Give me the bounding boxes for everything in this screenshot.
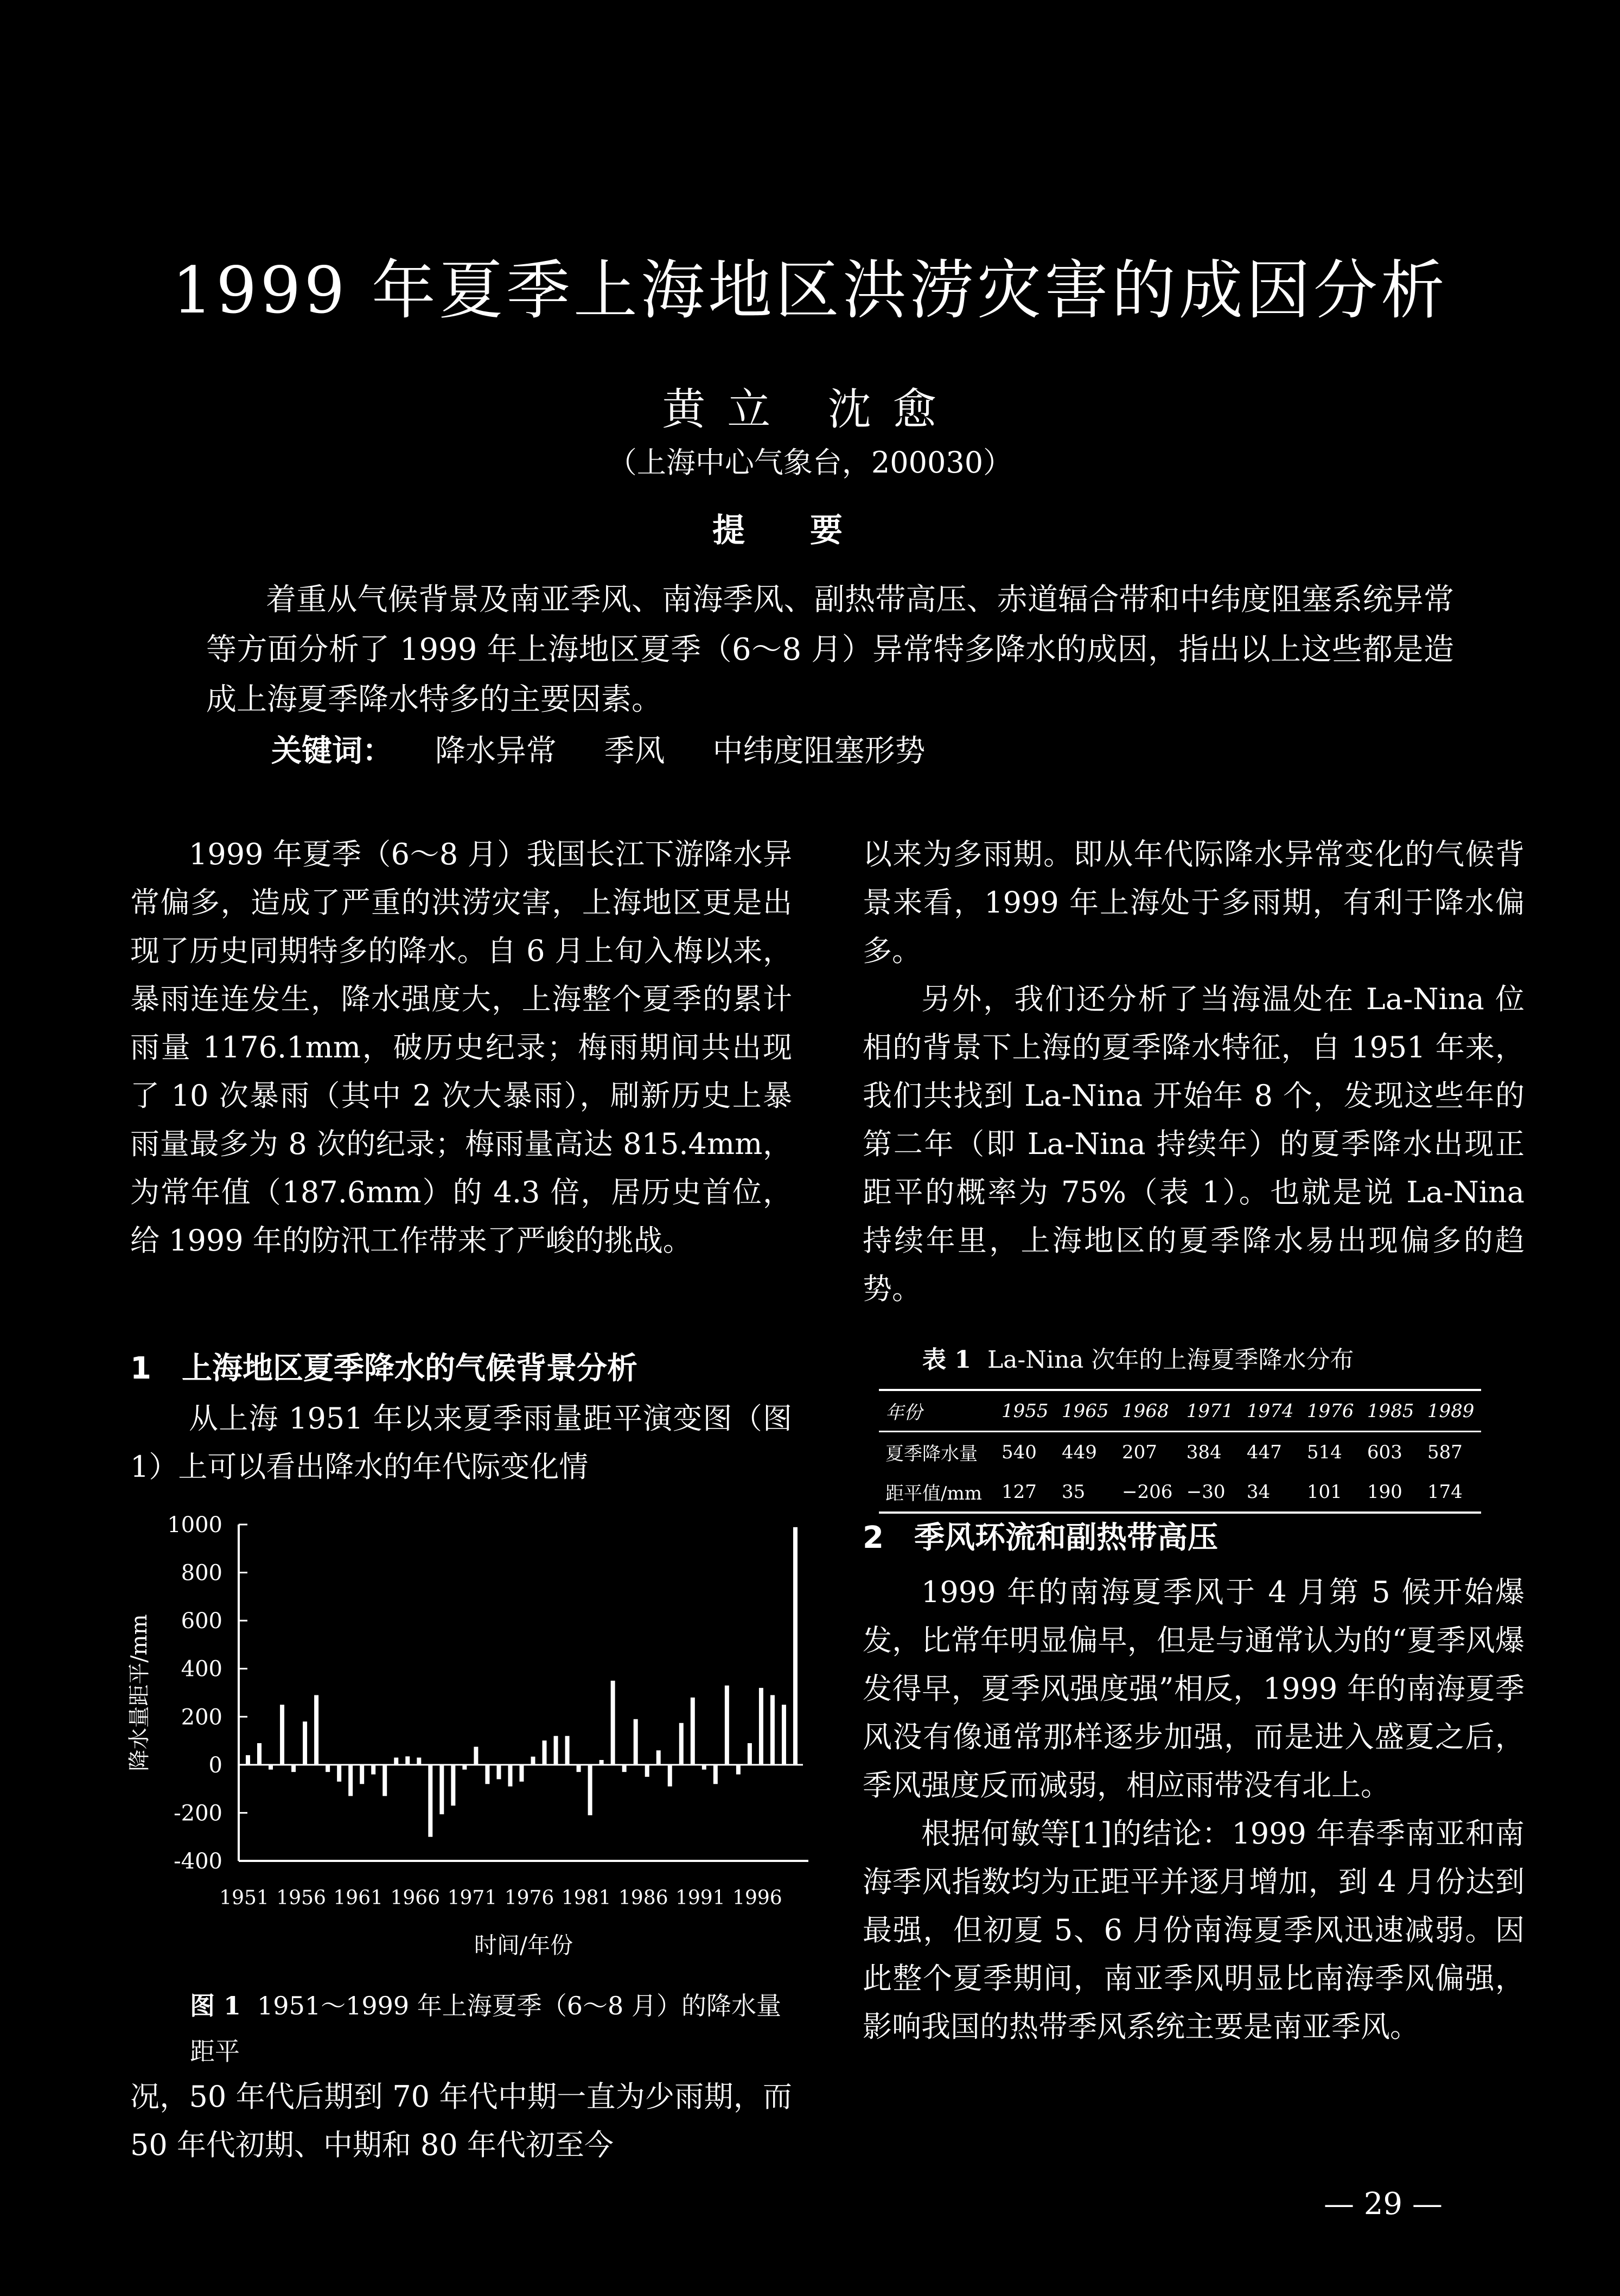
bar — [782, 1705, 786, 1765]
bar — [702, 1765, 706, 1770]
table-row — [879, 1432, 1481, 1472]
table-cell: 207 — [1122, 1441, 1157, 1463]
bar — [713, 1765, 718, 1784]
table-year: 1955 — [995, 1390, 1055, 1432]
bar — [451, 1765, 455, 1806]
table-header-label: 年份 — [879, 1390, 995, 1432]
x-tick-label: 1966 — [390, 1887, 441, 1909]
bar — [337, 1765, 341, 1782]
keyword-item: 季风 — [604, 734, 665, 769]
bar — [394, 1758, 398, 1765]
figure-1-caption — [190, 1983, 787, 2074]
bar — [360, 1765, 364, 1784]
x-tick-label: 1996 — [732, 1887, 782, 1909]
bar — [565, 1736, 570, 1765]
abstract-text: 着重从气候背景及南亚季风、南海季风、副热带高压、赤道辐合带和中纬度阻塞系统异常等方面分析了 1999 年上海地区夏季（6～8 月）异常特多降水的成因，指出以上这些都是造成上海夏季降水特多的主要因素。 — [206, 582, 1454, 717]
bar — [246, 1755, 250, 1765]
bar — [417, 1758, 421, 1765]
figure-1-caption-text: 1951～1999 年上海夏季（6～8 月）的降水量距平 — [190, 1991, 781, 2066]
bar — [303, 1721, 307, 1765]
table-cell: 447 — [1246, 1441, 1282, 1463]
x-tick-label: 1991 — [675, 1887, 725, 1909]
bar — [280, 1705, 284, 1765]
authors: 黄立 沈愈 — [662, 384, 958, 435]
keywords — [271, 727, 963, 770]
table-cell: 127 — [995, 1472, 1055, 1513]
bar — [508, 1765, 512, 1787]
y-axis-label: 降水量距平/mm — [127, 1614, 152, 1771]
section-2-heading: 2 季风环流和副热带高压 — [863, 1520, 1218, 1555]
bar — [519, 1765, 524, 1782]
bar — [462, 1765, 467, 1770]
section-1-paragraph-continued: 况，50 年代后期到 70 年代中期一直为少雨期，而 50 年代初期、中期和 80 年代初至今 — [130, 2080, 792, 2162]
bar — [428, 1765, 432, 1837]
intro-paragraph-block — [130, 830, 792, 1265]
table-cell: −206 — [1115, 1472, 1180, 1513]
bar — [326, 1765, 330, 1772]
table-1-caption-text: La-Nina 次年的上海夏季降水分布 — [987, 1346, 1354, 1374]
table-1 — [879, 1389, 1481, 1514]
abstract-heading: 提要 — [712, 512, 908, 550]
bar — [599, 1760, 604, 1765]
page-number: — 29 — — [1324, 2186, 1443, 2222]
table-year: 1965 — [1055, 1390, 1115, 1432]
x-tick-label: 1981 — [561, 1887, 611, 1909]
table-year: 1976 — [1300, 1390, 1361, 1432]
y-tick-label: -400 — [174, 1849, 222, 1874]
bar — [531, 1757, 535, 1765]
figure-1-number: 图 1 — [190, 1991, 241, 2020]
x-tick-label: 1971 — [447, 1887, 498, 1909]
bar — [257, 1743, 262, 1765]
bar — [577, 1765, 581, 1772]
table-cell: 384 — [1186, 1441, 1222, 1463]
x-tick-label: 1961 — [333, 1887, 384, 1909]
bar — [496, 1765, 501, 1780]
bar — [748, 1743, 752, 1765]
y-tick-label: 1000 — [167, 1514, 222, 1538]
table-year: 1971 — [1180, 1390, 1240, 1432]
y-tick-label: 0 — [208, 1752, 222, 1778]
bar — [736, 1765, 741, 1775]
bar — [543, 1740, 547, 1765]
affiliation: （上海中心气象台，200030） — [607, 445, 1013, 480]
section-2-paragraph-2: 根据何敏等[1]的结论：1999 年春季南亚和南海季风指数均为正距平并逐月增加，到 4 月份达到最强，但初夏 5、6 月份南海夏季风迅速减弱。因此整个夏季期间，南亚季风明显比南海季风偏强，影响我国的热带季风系统主要是南亚季风。 — [863, 1816, 1525, 2044]
bar — [691, 1698, 695, 1765]
bar — [405, 1756, 410, 1765]
table-cell: 190 — [1361, 1472, 1421, 1513]
bar — [645, 1765, 649, 1777]
table-header-row — [879, 1390, 1481, 1432]
bar — [554, 1736, 558, 1765]
bar — [314, 1695, 318, 1764]
table-year: 1985 — [1361, 1390, 1421, 1432]
x-axis-label: 时间/年份 — [474, 1932, 573, 1959]
bar — [759, 1688, 763, 1765]
table-year: 1968 — [1115, 1390, 1180, 1432]
bar — [474, 1747, 478, 1765]
bar — [485, 1765, 489, 1784]
table-row-label: 夏季降水量 — [885, 1443, 978, 1465]
table-cell: 540 — [1002, 1441, 1037, 1463]
table-cell: 101 — [1300, 1472, 1361, 1513]
bar — [291, 1765, 296, 1772]
table-cell: 34 — [1240, 1472, 1300, 1513]
x-tick-label: 1976 — [504, 1887, 554, 1909]
table-cell: 174 — [1421, 1472, 1481, 1513]
section-2-text — [863, 1568, 1525, 2051]
bar — [656, 1750, 661, 1765]
bar — [611, 1681, 615, 1765]
bar — [725, 1686, 729, 1765]
y-tick-label: 800 — [181, 1560, 222, 1586]
y-tick-label: 600 — [181, 1609, 222, 1634]
table-row — [879, 1472, 1481, 1513]
table-row-label: 距平值/mm — [879, 1472, 995, 1513]
section-1-text — [130, 1394, 792, 1491]
right-column-top — [863, 830, 1525, 1313]
bar — [634, 1719, 638, 1765]
table-cell: 603 — [1367, 1441, 1402, 1463]
right-paragraph-2: 另外，我们还分析了当海温处在 La-Nina 位相的背景下上海的夏季降水特征，自 1951 年来，我们共找到 La-Nina 开始年 8 个，发现这些年的第二年（即 La-Nina 持续年）的夏季降水出现正距平的概率为 75%（表 1）。也就是说 La-Nina 持续年里，上海地区的夏季降水易出现偏多的趋势。 — [863, 982, 1525, 1306]
keyword-item: 降水异常 — [435, 734, 557, 769]
table-year: 1974 — [1240, 1390, 1300, 1432]
table-cell: −30 — [1180, 1472, 1240, 1513]
y-tick-label: 400 — [181, 1656, 222, 1682]
right-paragraph-1: 以来为多雨期。即从年代际降水异常变化的气候背景来看，1999 年上海处于多雨期，有利于降水偏多。 — [863, 837, 1525, 968]
table-cell: 514 — [1306, 1441, 1342, 1463]
bar — [793, 1527, 798, 1765]
bar — [382, 1765, 387, 1796]
keyword-item: 中纬度阻塞形势 — [712, 734, 926, 769]
table-cell: 449 — [1062, 1441, 1097, 1463]
bar — [348, 1765, 353, 1796]
bar — [622, 1765, 627, 1772]
intro-paragraph: 1999 年夏季（6～8 月）我国长江下游降水异常偏多，造成了严重的洪涝灾害，上海地区更是出现了历史同期特多的降水。自 6 月上旬入梅以来，暴雨连连发生，降水强度大，上海整个夏季的累计雨量 1176.1mm，破历史纪录；梅雨期间共出现了 10 次暴雨（其中 2 次大暴雨），刷新历史上暴雨量最多为 8 次的纪录；梅雨量高达 815.4mm，为常年值（187.6mm）的 4.3 倍，居历史首位，给 1999 年的防汛工作带来了严峻的挑战。 — [130, 837, 792, 1258]
section-1-heading: 1 上海地区夏季降水的气候背景分析 — [130, 1351, 637, 1386]
bar — [439, 1765, 444, 1814]
figure-1-chart — [119, 1514, 814, 1980]
x-tick-label: 1951 — [219, 1887, 269, 1909]
paper-title: 1999 年夏季上海地区洪涝灾害的成因分析 — [172, 253, 1448, 328]
keywords-label: 关键词： — [271, 733, 393, 769]
bar — [588, 1765, 592, 1815]
x-tick-label: 1956 — [276, 1887, 326, 1909]
table-1-caption — [922, 1340, 1354, 1375]
table-cell: 587 — [1427, 1441, 1463, 1463]
table-year: 1989 — [1421, 1390, 1481, 1432]
section-2-paragraph-1: 1999 年的南海夏季风于 4 月第 5 候开始爆发，比常年明显偏早，但是与通常认为的“夏季风爆发得早，夏季风强度强”相反，1999 年的南海夏季风没有像通常那样逐步加强，而是进入盛夏之后，季风强度反而减弱，相应雨带没有北上。 — [863, 1575, 1525, 1802]
y-tick-label: 200 — [181, 1705, 222, 1730]
bar — [770, 1695, 775, 1764]
table-1-number: 表 1 — [922, 1346, 971, 1374]
bar — [668, 1765, 672, 1787]
x-tick-label: 1986 — [618, 1887, 668, 1909]
bar — [371, 1765, 375, 1775]
bar — [679, 1723, 684, 1765]
section-1-paragraph: 从上海 1951 年以来夏季雨量距平演变图（图 1）上可以看出降水的年代际变化情 — [130, 1401, 792, 1484]
bar — [269, 1765, 273, 1770]
table-cell: 35 — [1055, 1472, 1115, 1513]
section-1-continued — [130, 2072, 792, 2169]
y-tick-label: -200 — [174, 1801, 222, 1826]
